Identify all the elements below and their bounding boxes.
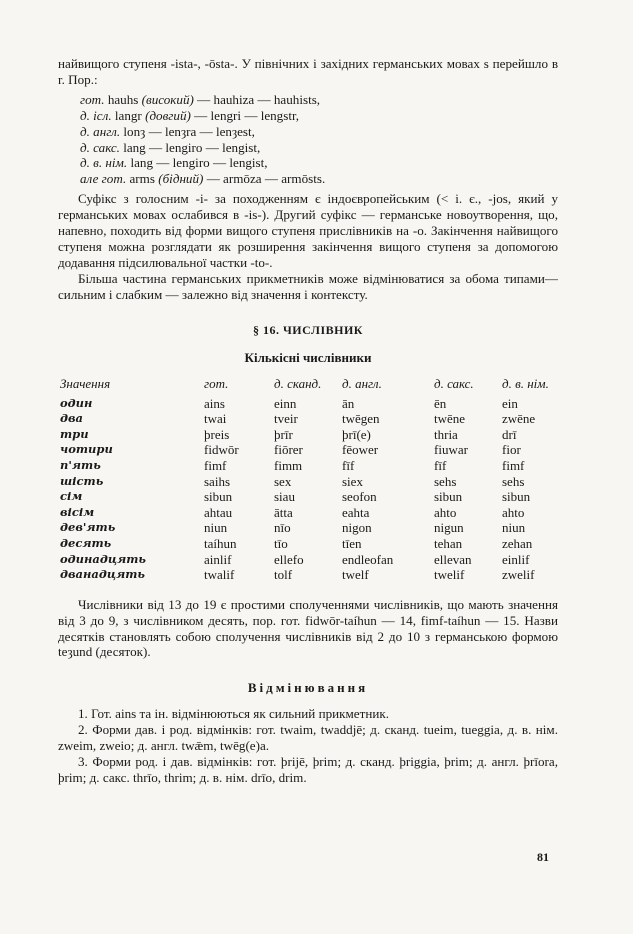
form-cell: endleofan xyxy=(342,551,394,567)
meaning-cell: шість xyxy=(60,473,104,488)
subsection-heading: Кількісні числівники xyxy=(244,349,372,365)
column-header: гот. xyxy=(204,375,229,391)
form-cell: tehan xyxy=(434,535,463,551)
form-cell: twelif xyxy=(434,567,465,583)
form-cell: fīf xyxy=(342,457,355,473)
form-cell: twēgen xyxy=(342,411,380,427)
table-row xyxy=(60,489,558,505)
table-row xyxy=(60,536,558,552)
meaning-cell: три xyxy=(60,426,89,441)
form-cell: þrīr xyxy=(274,426,293,442)
form-cell: sex xyxy=(274,473,292,489)
form-cell: twelf xyxy=(342,567,369,583)
form-cell: sehs xyxy=(502,473,525,489)
example-line: д. сакс. lang — lengiro — lengist, xyxy=(80,139,261,155)
form-cell: þreis xyxy=(204,426,230,442)
form-cell: thria xyxy=(434,426,458,442)
form-cell: sehs xyxy=(434,473,457,489)
table-body xyxy=(60,396,558,583)
declension-item: 3. Форми род. і дав. відмінків: гот. þrijē, þrim; д. сканд. þriggia, þrim; д. англ. þrīora, þrim; д. сакс. thrīo, thrim; д. в. нім. drīo, drim. xyxy=(58,754,558,785)
form-cell: þrī(e) xyxy=(342,426,371,442)
form-cell: ainlif xyxy=(204,551,232,567)
form-cell: ēn xyxy=(434,395,447,411)
meaning-cell: дванадцять xyxy=(60,567,145,582)
table-header-row xyxy=(60,376,558,396)
column-header: д. сканд. xyxy=(274,375,322,391)
form-cell: nigon xyxy=(342,520,372,536)
page-content xyxy=(58,56,558,786)
compound-numerals-paragraph: Числівники від 13 до 19 є простими сполученнями числівників, що мають значення від 3 до 9, з числівником десять, пор. гот. fidwōr-taíhun — 14, fimf-taíhun — 15. Назви десятків становлять собою сполучення числівників від 2 до 10 з германською формою teȝund (десяток). xyxy=(58,596,558,660)
example-line: д. ісл. langr (довгий) — lengri — lengstr, xyxy=(80,107,300,123)
form-cell: fimf xyxy=(204,457,227,473)
table-row xyxy=(60,552,558,568)
form-cell: niun xyxy=(204,520,228,536)
form-cell: twalif xyxy=(204,567,235,583)
form-cell: ātta xyxy=(274,504,293,520)
form-cell: sibun xyxy=(434,489,463,505)
example-line: д. англ. lonȝ — lenȝra — lenȝest, xyxy=(80,123,255,139)
declension-item: 1. Гот. ains та ін. відмінюються як сильний прикметник. xyxy=(78,706,389,722)
form-cell: zwelif xyxy=(502,567,535,583)
form-cell: zehan xyxy=(502,535,533,551)
table-row xyxy=(60,427,558,443)
form-cell: sibun xyxy=(502,489,531,505)
form-cell: tīo xyxy=(274,535,288,551)
form-cell: twai xyxy=(204,411,227,427)
section-heading: § 16. ЧИСЛІВНИК xyxy=(253,322,363,337)
form-cell: fēower xyxy=(342,442,379,458)
form-cell: saihs xyxy=(204,473,230,489)
table-row xyxy=(60,474,558,490)
column-header: д. сакс. xyxy=(434,375,474,391)
example-list xyxy=(58,92,558,187)
form-cell: twēne xyxy=(434,411,466,427)
meaning-cell: одинадцять xyxy=(60,551,147,566)
example-line: гот. hauhs (високий) — hauhiza — hauhists, xyxy=(80,91,321,107)
intro-paragraph: найвищого ступеня -ista-, -ōsta-. У північних і західних германських мовах s перейшло в r. Пор.: xyxy=(58,56,558,87)
column-header: Значення xyxy=(60,375,111,391)
form-cell: seofon xyxy=(342,489,377,505)
form-cell: siau xyxy=(274,489,295,505)
meaning-cell: два xyxy=(60,411,83,426)
form-cell: drī xyxy=(502,426,517,442)
form-cell: ein xyxy=(502,395,518,411)
declension-types-paragraph: Більша частина германських прикметників може відмінюватися за обома типами—сильним і слабким — залежно від значення і контексту. xyxy=(58,270,558,302)
form-cell: ahto xyxy=(434,504,457,520)
table-row xyxy=(60,442,558,458)
form-cell: fimm xyxy=(274,457,303,473)
meaning-cell: десять xyxy=(60,535,112,550)
form-cell: einn xyxy=(274,395,297,411)
form-cell: ahtau xyxy=(204,504,233,520)
table-row xyxy=(60,396,558,412)
form-cell: nigun xyxy=(434,520,464,536)
form-cell: fidwōr xyxy=(204,442,239,458)
form-cell: nīo xyxy=(274,520,291,536)
page-number: 81 xyxy=(537,850,549,864)
form-cell: sibun xyxy=(204,489,233,505)
meaning-cell: сім xyxy=(60,489,83,504)
form-cell: fimf xyxy=(502,457,525,473)
form-cell: tveir xyxy=(274,411,298,427)
column-header: д. в. нім. xyxy=(502,375,549,391)
form-cell: ahto xyxy=(502,504,525,520)
form-cell: fiōrer xyxy=(274,442,303,458)
declension-heading: Відмінювання xyxy=(247,680,369,696)
form-cell: tolf xyxy=(274,567,293,583)
table-row xyxy=(60,520,558,536)
form-cell: tīen xyxy=(342,535,362,551)
form-cell: fior xyxy=(502,442,521,458)
meaning-cell: вісім xyxy=(60,504,95,519)
column-header: д. англ. xyxy=(342,375,382,391)
example-line: але гот. arms (бідний) — armōza — armōsts. xyxy=(80,171,326,187)
form-cell: ellefo xyxy=(274,551,304,567)
form-cell: siex xyxy=(342,473,363,489)
form-cell: eahta xyxy=(342,504,370,520)
form-cell: ān xyxy=(342,395,355,411)
form-cell: fiuwar xyxy=(434,442,468,458)
form-cell: ellevan xyxy=(434,551,472,567)
table-row xyxy=(60,458,558,474)
form-cell: einlif xyxy=(502,551,530,567)
form-cell: zwēne xyxy=(502,411,536,427)
declension-item: 2. Форми дав. і род. відмінків: гот. twaim, twaddjē; д. сканд. tueim, tueggia, д. в. нім. zweim, zweio; д. англ. twǣm, twēg(e)a. xyxy=(58,722,558,754)
form-cell: ains xyxy=(204,395,225,411)
meaning-cell: один xyxy=(60,395,93,410)
meaning-cell: дев'ять xyxy=(60,520,116,535)
form-cell: taíhun xyxy=(204,535,237,551)
table-row xyxy=(60,411,558,427)
form-cell: niun xyxy=(502,520,526,536)
example-line: д. в. нім. lang — lengiro — lengist, xyxy=(80,155,268,171)
numerals-table xyxy=(60,376,558,583)
suffix-paragraph: Суфікс з голосним -i- за походженням є індоєвропейським (< і. є., -jos, який у германських мовах ослабився в -is-). Другий суфікс — германське новоутворення, що, напевно, походить від форми вищого ступеня прислівників на -o. Закінчення найвищого ступеня можна розглядати як розширення закінчення вищого ступеня за допомогою додавання підсилювальної частки -to-. xyxy=(58,191,558,270)
meaning-cell: п'ять xyxy=(60,457,101,472)
meaning-cell: чотири xyxy=(60,442,113,457)
form-cell: fīf xyxy=(434,457,447,473)
table-row xyxy=(60,567,558,583)
table-row xyxy=(60,505,558,521)
